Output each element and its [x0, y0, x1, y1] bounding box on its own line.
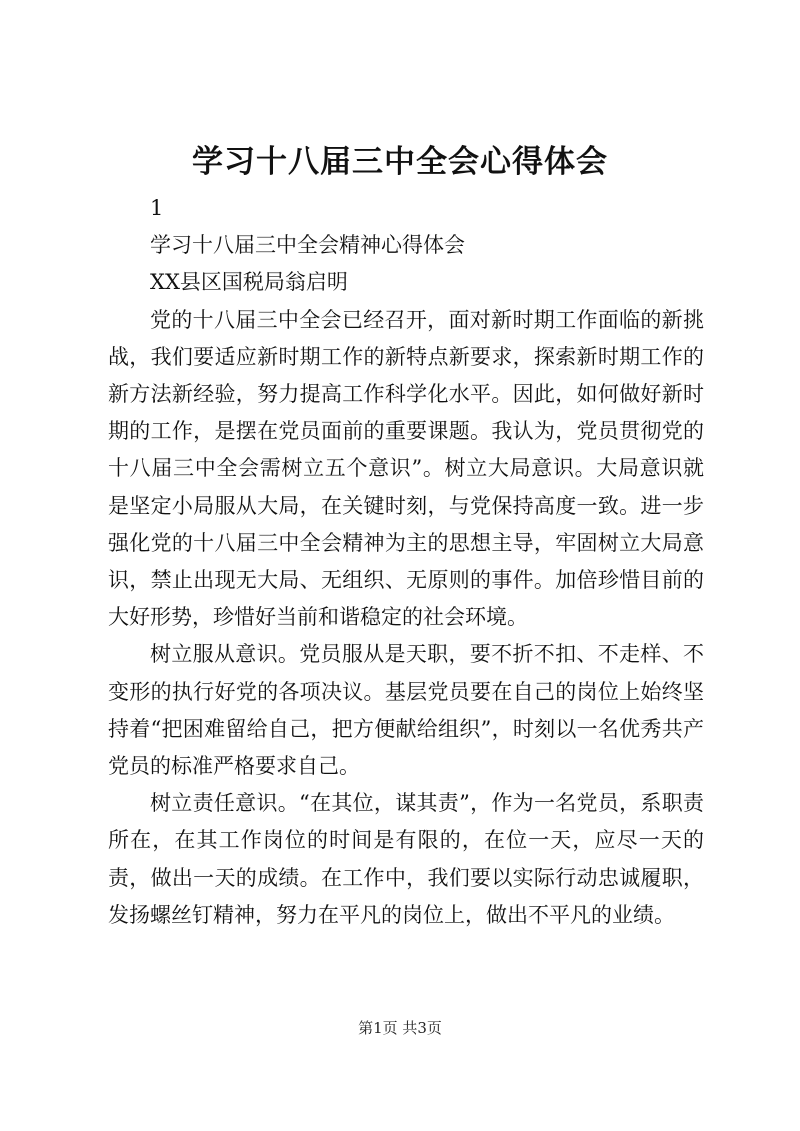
section-number: 1	[150, 196, 164, 220]
document-body	[108, 190, 704, 934]
body-paragraph: 树立服从意识。党员服从是天职，要不折不扣、不走样、不变形的执行好党的各项决议。基层党员要在自己的岗位上始终坚持着“把困难留给自己，把方便献给组织”，时刻以一名优秀共产党员的标准严格要求自己。	[108, 642, 704, 779]
page-footer: 第1页 共3页	[358, 1019, 442, 1037]
body-paragraph: 党的十八届三中全会已经召开，面对新时期工作面临的新挑战，我们要适应新时期工作的新特点新要求，探索新时期工作的新方法新经验，努力提高工作科学化水平。因此，如何做好新时期的工作，是摆在党员面前的重要课题。我认为，党员贯彻党的十八届三中全会需树立五个意识”。树立大局意识。大局意识就是坚定小局服从大局，在关键时刻，与党保持高度一致。进一步强化党的十八届三中全会精神为主的思想主导，牢固树立大局意识，禁止出现无大局、无组织、无原则的事件。加倍珍惜目前的大好形势，珍惜好当前和谐稳定的社会环境。	[108, 307, 704, 630]
document-author: XX县区国税局翁启明	[150, 270, 348, 295]
document-subtitle: 学习十八届三中全会精神心得体会	[150, 233, 465, 258]
document-title: 学习十八届三中全会心得体会	[192, 144, 608, 180]
body-paragraph: 树立责任意识。“在其位，谋其责”，作为一名党员，系职责所在，在其工作岗位的时间是有限的，在位一天，应尽一天的责，做出一天的成绩。在工作中，我们要以实际行动忠诚履职，发扬螺丝钉精神，努力在平凡的岗位上，做出不平凡的业绩。	[108, 791, 704, 927]
